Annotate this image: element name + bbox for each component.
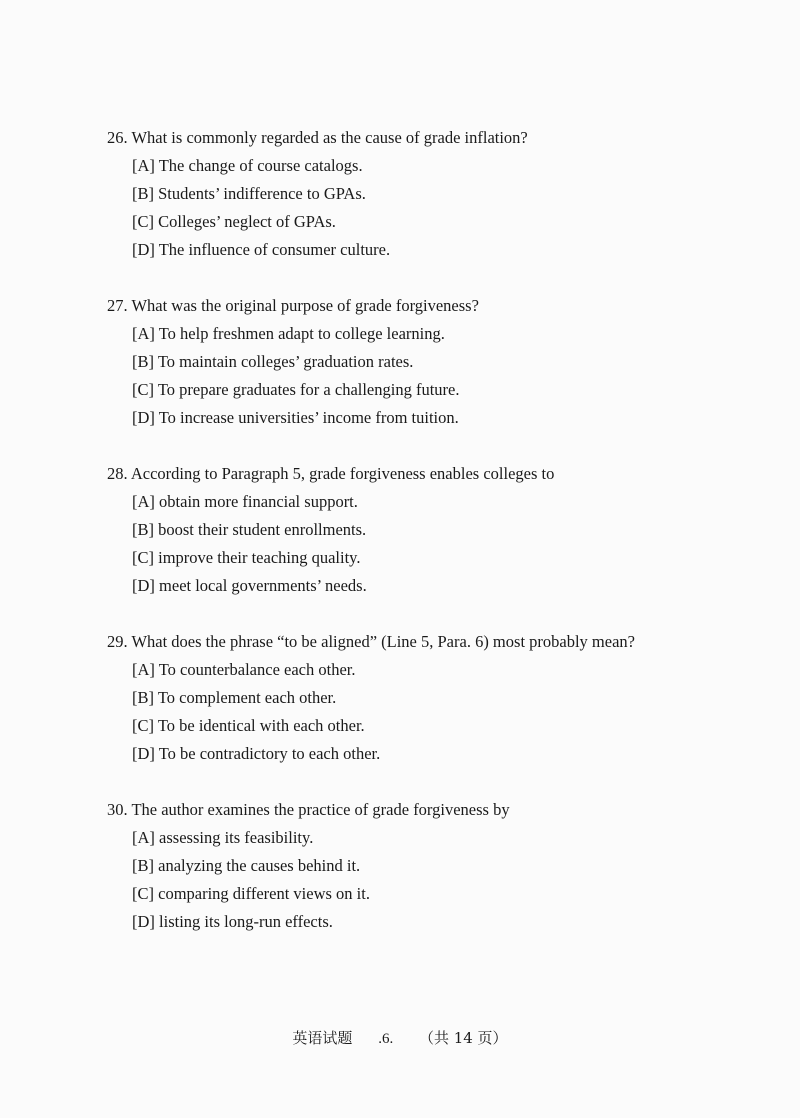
option-d: [D] meet local governments’ needs.: [132, 576, 367, 595]
option-c: [C] To be identical with each other.: [132, 716, 365, 735]
footer-total-pages: （共 14 页）: [418, 1029, 508, 1047]
option-c: [C] To prepare graduates for a challenging future.: [132, 380, 460, 399]
question-stem: 27. What was the original purpose of grade forgiveness?: [107, 296, 479, 315]
option-c: [C] Colleges’ neglect of GPAs.: [132, 212, 336, 231]
question-27: [107, 292, 707, 432]
option-d: [D] To increase universities’ income from tuition.: [132, 408, 459, 427]
option-a: [A] To counterbalance each other.: [132, 660, 356, 679]
question-26: [107, 124, 707, 264]
option-a: [A] The change of course catalogs.: [132, 156, 363, 175]
question-stem: 30. The author examines the practice of grade forgiveness by: [107, 800, 510, 819]
question-28: [107, 460, 707, 600]
question-stem: 29. What does the phrase “to be aligned” (Line 5, Para. 6) most probably mean?: [107, 632, 635, 651]
option-d: [D] The influence of consumer culture.: [132, 240, 391, 259]
question-30: [107, 796, 707, 936]
question-stem: 28. According to Paragraph 5, grade forgiveness enables colleges to: [107, 464, 555, 483]
option-b: [B] boost their student enrollments.: [132, 520, 367, 539]
footer-page-number: .6.: [378, 1031, 394, 1047]
option-a: [A] assessing its feasibility.: [132, 828, 314, 847]
option-b: [B] To complement each other.: [132, 688, 337, 707]
footer-title: 英语试题: [292, 1029, 353, 1047]
option-d: [D] To be contradictory to each other.: [132, 744, 381, 763]
question-29: [107, 628, 707, 768]
page-footer: [0, 1024, 800, 1053]
question-stem: 26. What is commonly regarded as the cause of grade inflation?: [107, 128, 528, 147]
option-c: [C] improve their teaching quality.: [132, 548, 361, 567]
option-a: [A] To help freshmen adapt to college learning.: [132, 324, 445, 343]
option-b: [B] analyzing the causes behind it.: [132, 856, 361, 875]
option-a: [A] obtain more financial support.: [132, 492, 358, 511]
option-c: [C] comparing different views on it.: [132, 884, 370, 903]
option-b: [B] To maintain colleges’ graduation rates.: [132, 352, 414, 371]
option-d: [D] listing its long-run effects.: [132, 912, 333, 931]
option-b: [B] Students’ indifference to GPAs.: [132, 184, 366, 203]
